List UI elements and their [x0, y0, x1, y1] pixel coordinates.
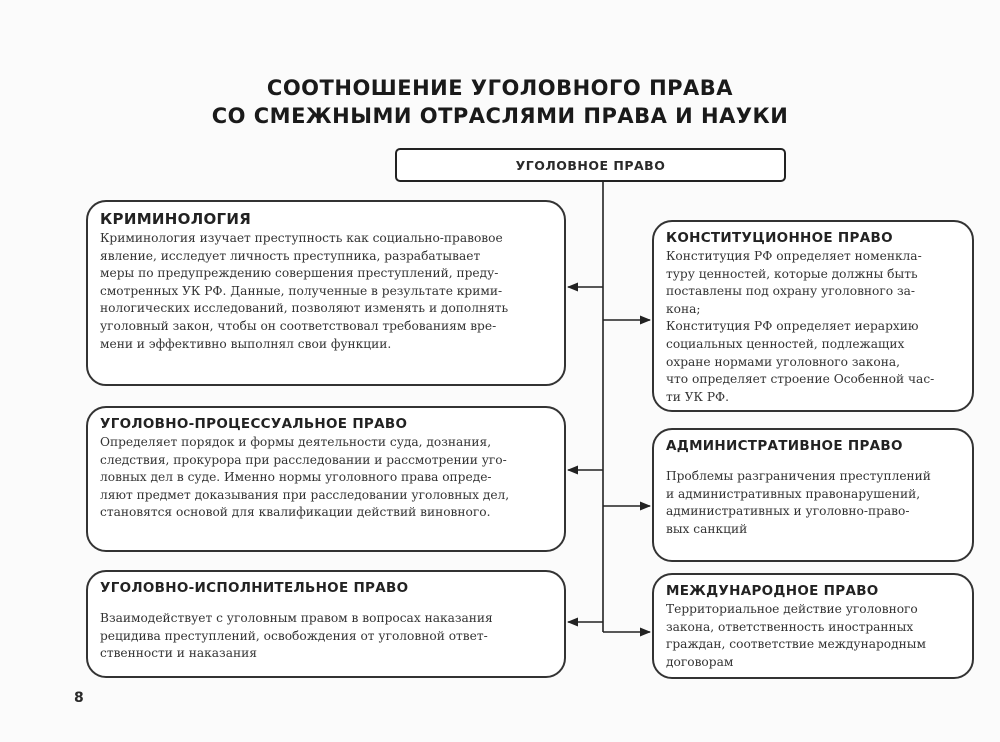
box-text	[100, 434, 552, 522]
text-line: Взаимодействует с уголовным правом в вопросах наказания	[100, 611, 493, 625]
page-number: 8	[74, 690, 84, 706]
text-line: социальных ценностей, подлежащих	[666, 336, 905, 351]
box-text	[100, 230, 552, 353]
text-line: мени и эффективно выполнял свои функции.	[100, 336, 392, 351]
box-heading: АДМИНИСТРАТИВНОЕ ПРАВО	[666, 438, 903, 454]
page-title-line-1: СООТНОШЕНИЕ УГОЛОВНОГО ПРАВА	[266, 76, 734, 100]
text-line: Территориальное действие уголовного	[666, 602, 918, 616]
text-line: следствия, прокурора при расследовании и рассмотрении уго-	[100, 452, 507, 467]
box-administrative-law	[652, 428, 974, 562]
box-text	[666, 248, 960, 406]
box-constitutional-law	[652, 220, 974, 412]
text-line: граждан, соответствие международным	[666, 637, 926, 652]
root-label: УГОЛОВНОЕ ПРАВО	[515, 157, 666, 173]
root-node-criminal-law	[395, 148, 786, 182]
text-line: кона;	[666, 301, 701, 316]
text-line: закона, ответственность иностранных	[666, 619, 914, 634]
text-line: Конституция РФ определяет иерархию	[666, 319, 919, 334]
box-criminology	[86, 200, 566, 386]
text-line: и административных правонарушений,	[666, 486, 921, 501]
text-line: туру ценностей, которые должны быть	[666, 266, 918, 281]
text-line: ственности и наказания	[100, 646, 257, 661]
text-line: меры по предупреждению совершения преступлений, преду-	[100, 266, 499, 281]
text-line: ти УК РФ.	[666, 389, 730, 404]
text-line: договорам	[666, 654, 734, 669]
text-line: охране нормами уголовного закона,	[666, 354, 900, 369]
text-line: Конституция РФ определяет номенкла-	[666, 249, 922, 263]
text-line: смотренных УК РФ. Данные, полученные в результате крими-	[100, 283, 503, 298]
text-line: ловных дел в суде. Именно нормы уголовного права опреде-	[100, 470, 492, 485]
text-line: Проблемы разграничения преступлений	[666, 469, 931, 483]
text-line: административных и уголовно-право-	[666, 504, 910, 519]
box-heading: УГОЛОВНО-ПРОЦЕССУАЛЬНОЕ ПРАВО	[100, 416, 408, 432]
text-line: что определяет строение Особенной час-	[666, 372, 935, 387]
text-line: уголовный закон, чтобы он соответствовал требованиям вре-	[100, 318, 497, 333]
box-text	[100, 610, 552, 663]
box-criminal-executive-law	[86, 570, 566, 678]
text-line: Криминология изучает преступность как социально-правовое	[100, 231, 503, 245]
text-line: поставлены под охрану уголовного за-	[666, 284, 916, 299]
box-heading: УГОЛОВНО-ИСПОЛНИТЕЛЬНОЕ ПРАВО	[100, 580, 409, 596]
text-line: Определяет порядок и формы деятельности суда, дознания,	[100, 435, 492, 449]
text-line: нологических исследований, позволяют изменять и дополнять	[100, 301, 509, 316]
text-line: рецидива преступлений, освобождения от уголовной ответ-	[100, 628, 488, 643]
text-line: вых санкций	[666, 521, 748, 536]
box-text	[666, 468, 960, 538]
box-heading: КОНСТИТУЦИОННОЕ ПРАВО	[666, 230, 893, 246]
box-heading: КРИМИНОЛОГИЯ	[100, 210, 252, 228]
box-international-law	[652, 573, 974, 679]
text-line: становятся основой для квалификации действий виновного.	[100, 505, 491, 520]
box-text	[666, 601, 960, 671]
text-line: ляют предмет доказывания при расследовании уголовных дел,	[100, 487, 510, 502]
box-criminal-procedure-law	[86, 406, 566, 552]
text-line: явление, исследует личность преступника, разрабатывает	[100, 248, 481, 263]
box-heading: МЕЖДУНАРОДНОЕ ПРАВО	[666, 583, 879, 599]
page-title-line-2: СО СМЕЖНЫМИ ОТРАСЛЯМИ ПРАВА И НАУКИ	[211, 104, 789, 128]
